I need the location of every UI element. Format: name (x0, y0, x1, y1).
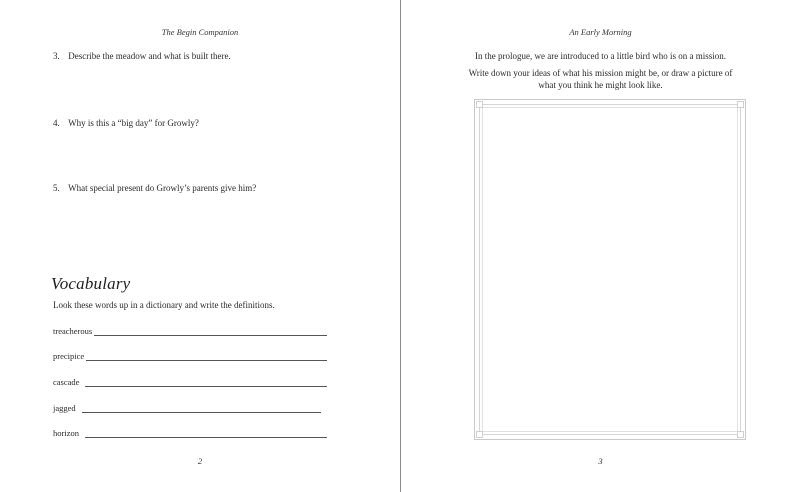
intro-text: In the prologue, we are introduced to a little bird who is on a mission. (475, 51, 726, 61)
question-5 (53, 183, 256, 193)
vocab-row-treacherous (53, 322, 327, 336)
question-3-number: 3. (53, 51, 60, 61)
definition-line[interactable] (86, 350, 327, 361)
vocab-word: treacherous (53, 326, 93, 336)
prompt-line-2: what you think he might look like. (538, 80, 663, 90)
vocabulary-heading: Vocabulary (51, 274, 131, 293)
right-page-number: 3 (598, 456, 603, 466)
question-5-number: 5. (53, 183, 60, 193)
definition-line[interactable] (82, 402, 321, 413)
question-4-number: 4. (53, 118, 60, 128)
vocab-word: horizon (53, 428, 79, 438)
vocab-row-precipice (53, 347, 327, 361)
frame-corner-ornament (737, 101, 744, 108)
question-4-text: Why is this a “big day” for Growly? (68, 118, 199, 128)
vocab-word: precipice (53, 351, 85, 361)
vocab-word: cascade (53, 377, 80, 387)
left-running-header: The Begin Companion (161, 27, 239, 37)
question-4 (53, 118, 199, 128)
definition-line[interactable] (85, 427, 327, 438)
question-5-text: What special present do Growly’s parents give him? (68, 183, 257, 193)
frame-corner-ornament (737, 431, 744, 438)
question-3-text: Describe the meadow and what is built there. (68, 51, 231, 61)
frame-corner-ornament (476, 431, 483, 438)
frame-inner-border (479, 104, 741, 435)
vocab-row-cascade (53, 373, 327, 387)
frame-inner-border-2 (482, 107, 738, 432)
right-running-header: An Early Morning (569, 27, 632, 37)
left-page-number: 2 (197, 456, 203, 466)
question-3 (53, 51, 231, 61)
definition-line[interactable] (85, 376, 327, 387)
vocab-row-horizon (53, 424, 327, 438)
prompt-line-1: Write down your ideas of what his mission might be, or draw a picture of (468, 68, 733, 78)
drawing-frame[interactable] (474, 99, 746, 440)
frame-corner-ornament (476, 101, 483, 108)
definition-line[interactable] (94, 325, 327, 336)
vocab-row-jagged (53, 399, 321, 413)
vocab-word: jagged (53, 403, 76, 413)
vocabulary-instruction: Look these words up in a dictionary and write the definitions. (53, 300, 275, 310)
